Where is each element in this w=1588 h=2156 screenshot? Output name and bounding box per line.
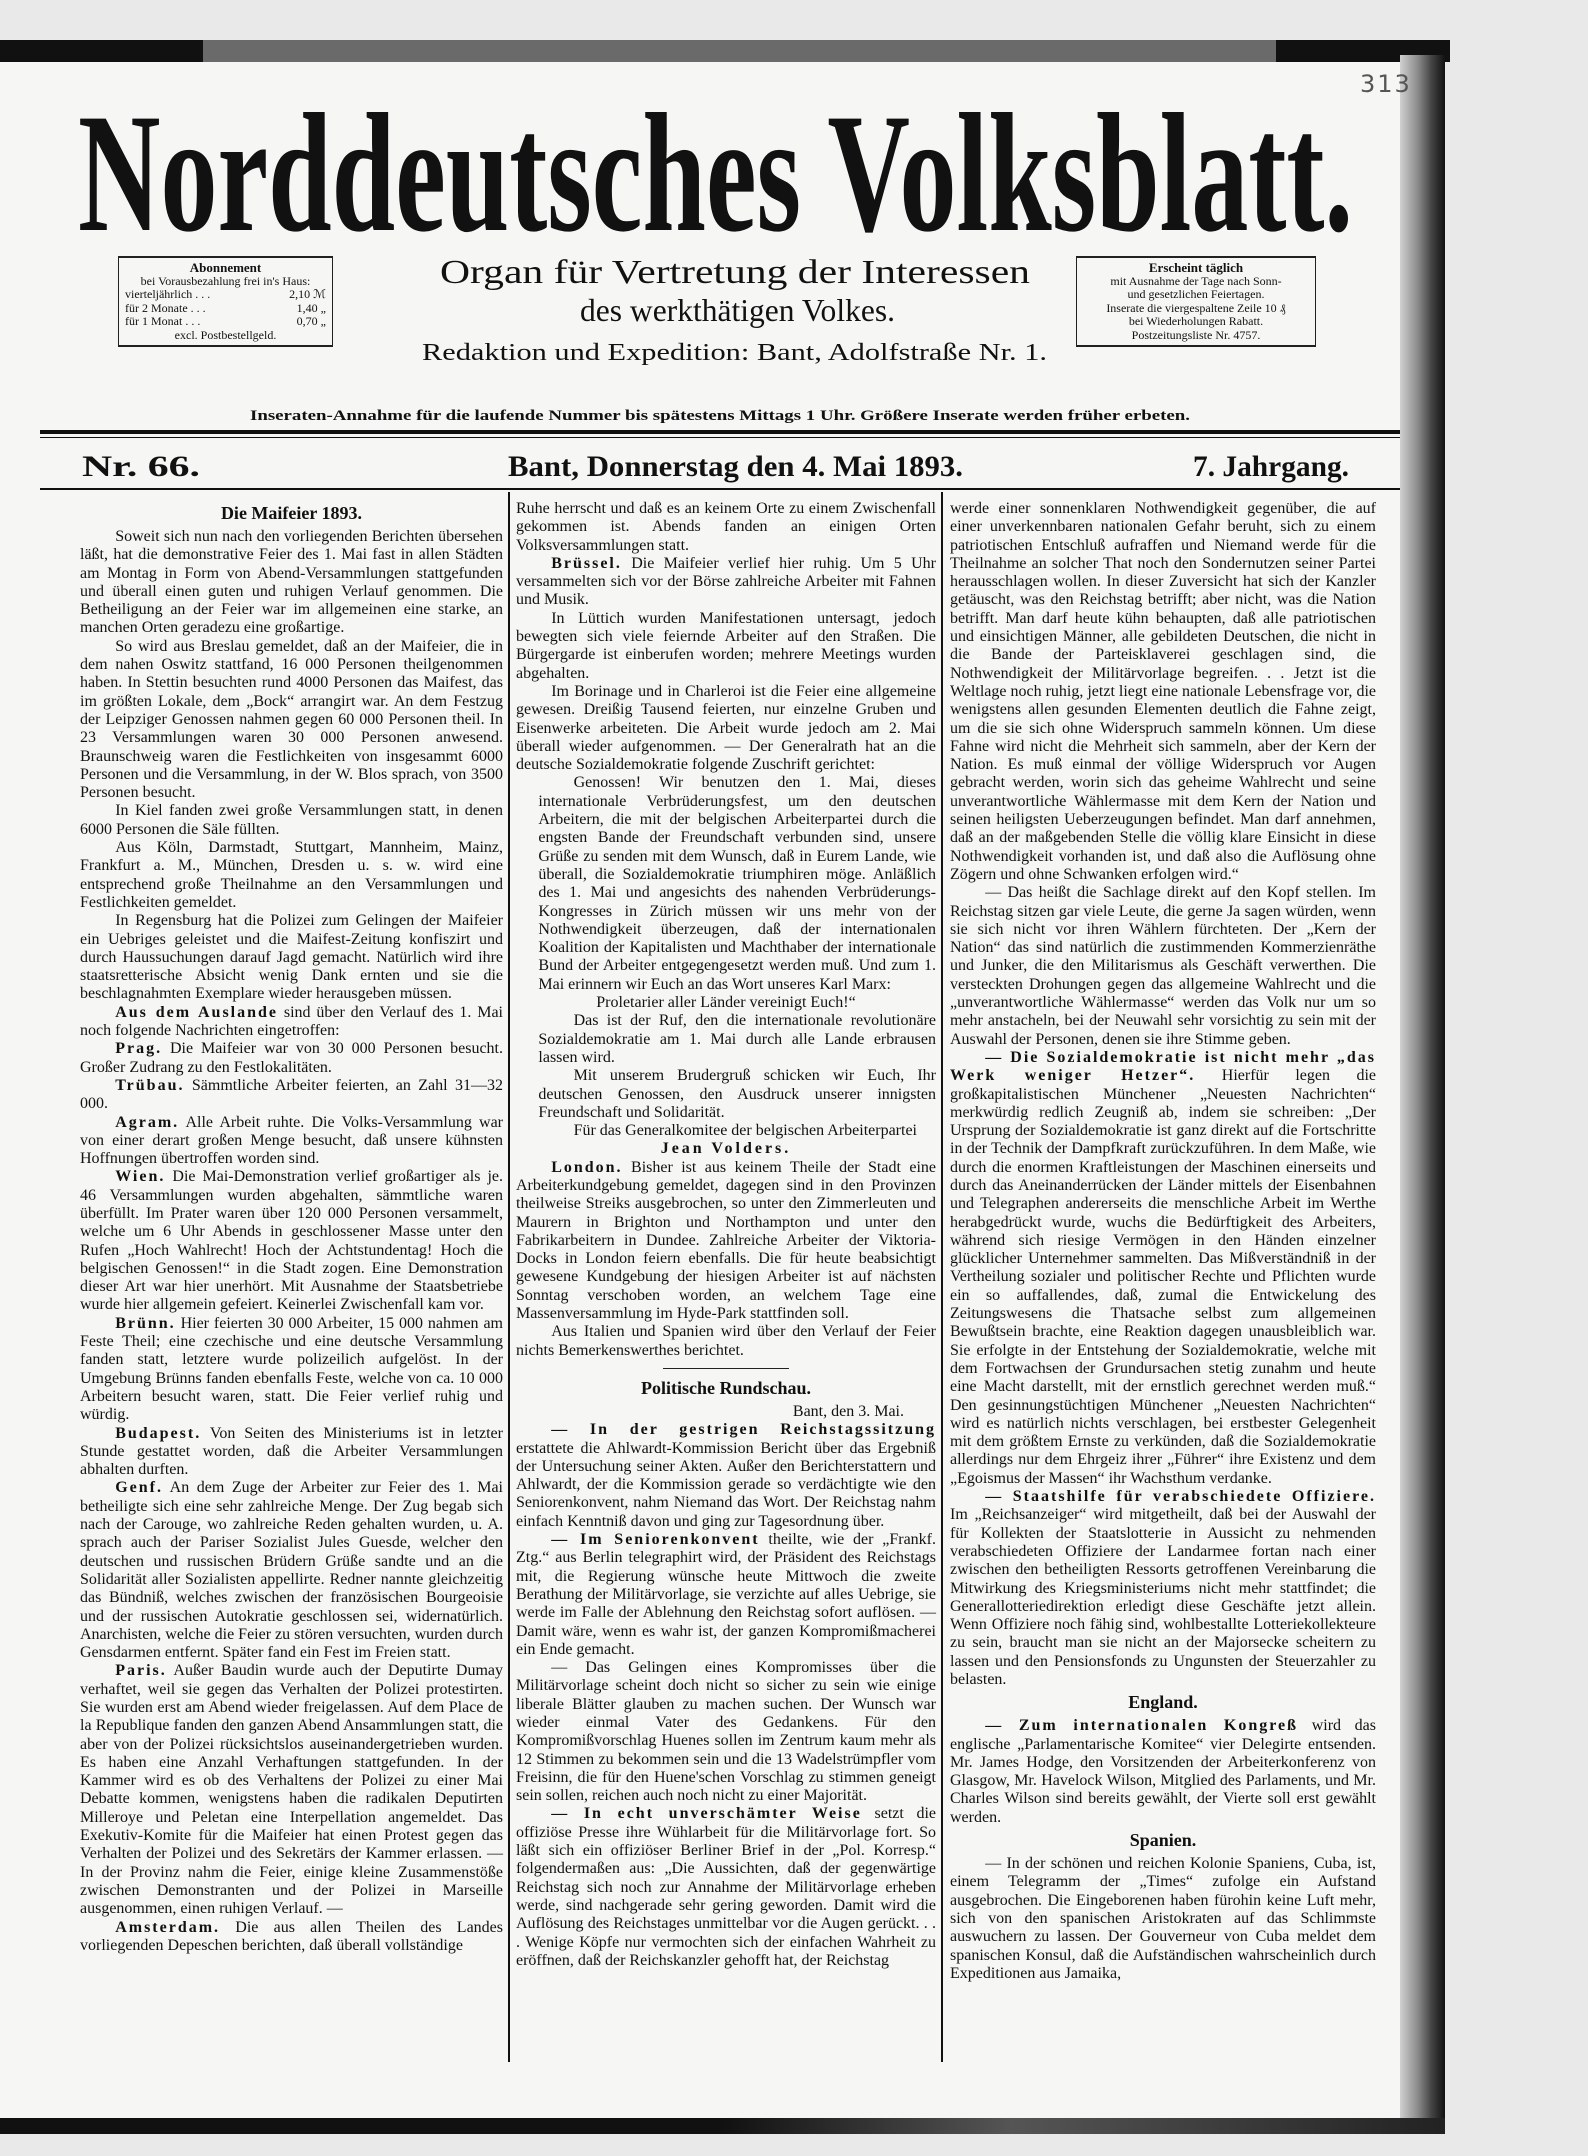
paragraph-lead: London.	[551, 1158, 623, 1176]
article-paragraph	[950, 884, 1376, 1049]
column-divider	[941, 492, 943, 2062]
article-paragraph	[80, 912, 503, 1003]
paragraph-text: Von Seiten des Ministeriums ist in letzter Stunde gestattet worden, daß die Arbeiter Versammlungen abhalten durften.	[80, 1424, 503, 1479]
paragraph-lead: — Staatshilfe für verabschiedete Offiziere.	[985, 1488, 1376, 1506]
paragraph-text: Mit unserem Brudergruß schicken wir Euch, Ihr deutschen Genossen, den Ausdruck unserer innigsten Freundschaft und Solidarität.	[538, 1067, 936, 1121]
masthead-subtitle-2	[580, 292, 895, 330]
paragraph-lead: Paris.	[115, 1662, 167, 1680]
article-paragraph	[80, 638, 503, 803]
column-1	[80, 500, 503, 1955]
paragraph-lead: Budapest.	[115, 1424, 202, 1442]
paragraph-lead: Trübau.	[115, 1076, 185, 1094]
paragraph-text: Soweit sich nun nach den vorliegenden Berichten übersehen läßt, hat die demonstrative Feier des 1. Mai fast in allen Städten am Montag in Form von Abend-Versammlungen stattgefunden und überall einen guten und ruhigen Verlauf genommen. Die Betheiligung an der Feier war im allgemeinen eine starke, an manchen Orten geradezu eine großartige.	[80, 528, 503, 637]
issue-rule	[40, 488, 1400, 490]
paragraph-text: In Kiel fanden zwei große Versammlungen statt, in denen 6000 Personen die Säle füllten.	[80, 802, 503, 838]
column-2	[516, 500, 936, 1970]
quoted-paragraph	[538, 774, 936, 994]
subscription-title: Abonnement	[189, 260, 262, 275]
price-row: vierteljährlich . . . 2,10 ℳ	[125, 287, 326, 301]
section-heading: Politische Rundschau.	[640, 1377, 812, 1398]
issue-number	[82, 448, 202, 484]
paragraph-text: Aus Italien und Spanien wird über den Verlauf der Feier nichts Bemerkenswerthes berichtet.	[516, 1323, 936, 1359]
article-paragraph	[80, 802, 503, 839]
paragraph-text: Die aus allen Theilen des Landes vorliegenden Depeschen berichten, daß überall vollständige	[80, 1918, 503, 1954]
article-paragraph	[516, 1421, 936, 1531]
info-line: Inserate die viergespaltene Zeile 10 ₰	[1106, 300, 1286, 315]
paragraph-lead: — In echt unverschämter Weise	[551, 1805, 862, 1823]
article-paragraph	[516, 555, 936, 610]
quoted-paragraph	[516, 994, 936, 1012]
section-heading: Die Maifeier 1893.	[220, 503, 363, 523]
paragraph-text: — Das heißt die Sachlage direkt auf den Kopf stellen. Im Reichstag sitzen gar viele Leute, die gerne Ja sagen würden, wenn sie sich nicht vor ihren Wählern fürchteten. Der „Kern der Nation“ das sind natürlich die zustimmenden Kommerzienräthe und Junker, die den Militarismus als Geschäft verwerthen. Die versteckten Drohungen gegen das allgemeine Wahlrecht und die „unverantwortliche Wählermasse“ werden das Volk nur um so mehr anstacheln, bei der Neuwahl sehr vorsichtig zu sein mit der Auswahl der Personen, denen sie ihre Stimme geben.	[950, 884, 1376, 1048]
article-paragraph	[516, 1531, 936, 1659]
quoted-paragraph	[538, 1122, 936, 1140]
publication-info-box	[1076, 256, 1316, 347]
subscription-footer: excl. Postbestellgeld.	[174, 327, 277, 342]
paragraph-lead: Prag.	[115, 1040, 163, 1058]
svg-text:7. Jahrgang.: 7. Jahrgang.	[1193, 450, 1349, 483]
article-paragraph	[950, 1049, 1376, 1488]
paragraph-lead: Brünn.	[115, 1314, 176, 1332]
paragraph-text: So wird aus Breslau gemeldet, daß an der Maifeier, die in dem nahen Oswitz stattfand, 16 000 Personen theilgenommen haben. In Stettin besuchten rund 4000 Personen das Maifest, das im größten Lokale, dem „Bock“ arrangirt war. An dem Festzug der Leipziger Genossen nahmen gegen 60 000 Personen theil. In 23 Versammlungen waren 30 000 Personen anwesend. Braunschweig waren die Festlichkeiten von insgesammt 6000 Personen und die Versammlung, in der W. Blos sprach, von 3500 Personen besucht.	[80, 637, 503, 802]
issue-volume	[1193, 448, 1349, 484]
price-row: für 1 Monat . . . 0,70 „	[125, 314, 326, 328]
issue-dateline	[508, 448, 963, 484]
paragraph-lead: Wien.	[115, 1168, 166, 1186]
svg-text:Organ für Vertretung der Inter: Organ für Vertretung der Interessen	[440, 254, 1030, 291]
paragraph-lead: Genf.	[115, 1479, 163, 1497]
paragraph-text: Die Mai-Demonstration verlief großartiger als je. 46 Versammlungen wurden abgehalten, sämmtliche waren überfüllt. Im Prater waren über 120 000 Personen versammelt, welche um 6 Uhr Abends in geschlossener Masse unter den Rufen „Hoch Wahlrecht! Hoch der Achtstundentag! Hoch die belgischen Genossen!“ in die Stadt zogen. Eine Demonstration dieser Art war hier unerhört. Mit Ausnahme der Staatsbetriebe wurde hier allgemein gefeiert. Keinerlei Zwischenfall kam vor.	[80, 1168, 504, 1314]
article-paragraph	[950, 500, 1376, 884]
article-paragraph	[80, 1479, 503, 1662]
svg-text:des werkthätigen Volkes.: des werkthätigen Volkes.	[580, 292, 895, 328]
paragraph-text: Proletarier aller Länder vereinigt Euch!“	[596, 994, 856, 1012]
paragraph-lead: Aus dem Auslande	[115, 1003, 279, 1021]
svg-text:Redaktion und Expedition: Bant: Redaktion und Expedition: Bant, Adolfstraße Nr. 1.	[422, 340, 1047, 366]
paragraph-text: Das ist der Ruf, den die internationale revolutionäre Sozialdemokratie am 1. Mai durch alle Lande erbrausen lassen wird.	[538, 1012, 936, 1066]
paragraph-text: — Das Gelingen eines Kompromisses über die Militärvorlage scheint doch nicht so sicher zu sein wie einige liberale Blätter glauben zu machen suchen. Der Wunsch war wieder einmal Vater des Gedankens. Für den Kompromißvorschlag Huenes sollen im Zentrum kaum mehr als 12 Stimmen zu bekommen sein und die 13 Wadelstrümpfler vom Freisinn, die für den Huene'schen Vorschlag zu stimmen geneigt sein sollen, reichen auch noch nicht zu einer Majorität.	[516, 1659, 936, 1805]
svg-text:Bant, Donnerstag den 4. Mai 18: Bant, Donnerstag den 4. Mai 1893.	[508, 450, 963, 483]
article-paragraph	[80, 1077, 503, 1114]
paragraph-text: Außer Baudin wurde auch der Deputirte Dumay verhaftet, weil sie gegen das Verhalten der Polizei protestirten. Sie wurden erst am Abend wieder freigelassen. Auf dem Place de la Republique fanden den ganzen Abend Ansammlungen statt, die aber von der Polizei rücksichtslos auseinandergetrieben wurden. Es haben eine Anzahl Verhaftungen stattgefunden. In der Kammer wird es ob des Verhaltens der Polizei zu einer Mai Debatte kommen, wenigstens haben die radikalen Deputirten Milleroye und Peletan eine Interpellation angemeldet. Das Exekutiv-Komite für die Maifeier hat einen Protest gegen das Verhalten der Polizei und des Sekretärs der Kammer erlassen. — In der Provinz nahm die Feier, einige kleine Zusammenstöße zwischen Demonstranten und der Polizei in Marseille ausgenommen, einen ruhigen Verlauf. —	[80, 1662, 504, 1918]
paragraph-text: Genossen! Wir benutzen den 1. Mai, dieses internationale Verbrüderungsfest, um den deutschen Arbeitern, die mit der belgischen Arbeiterpartei durch die engsten Bande der Freundschaft verbunden sind, unsere Grüße zu senden mit dem Wunsch, daß in Eurem Lande, wie überall, die Sozialdemokratie triumphiren möge. Anläßlich des 1. Mai und angesichts des nahenden Verbrüderungs-Kongresses in Zürich müssen wir uns mehr von der Nothwendigkeit überzeugen, daß der internationalen Koalition der Kapitalisten und Machthaber der internationale Bund der Arbeiter entgegengesetzt werden muß. Und zum 1. Mai erinnern wir Euch an das Wort unseres Karl Marx:	[538, 774, 936, 993]
paragraph-text: setzt die offiziöse Presse ihre Wühlarbeit für die Militärvorlage fort. So läßt sich ein offiziöser Berliner Brief in der „Pol. Korresp.“ folgendermaßen aus: „Die Aussichten, daß der gegenwärtige Reichstag sich noch zur Annahme der Militärvorlage erheben werde, sind nachgerade sehr gering geworden. Damit wird die Auflösung des Reichstages unmittelbar vor die Augen gerückt. . . . Wenige Köpfe nur vermochten sich der einfachen Wahrheit zu eröffnen, daß der Reichskanzler gehofft hat, der Reichstag	[516, 1805, 936, 1969]
article-paragraph	[950, 1488, 1376, 1689]
info-title: Erscheint täglich	[1148, 260, 1244, 275]
paragraph-text: Hierfür legen die großkapitalistischen Münchener „Neuesten Nachrichten“ merkwürdig redlich Zeugniß ab, indem sie schreiben: „Der Ursprung der Sozialdemokratie ist ganz direkt auf die Fortschritte in der Technik der Dampfkraft zurückzuführen. In dem Maße, wie durch die enormen Kraftleistungen der Maschinen einerseits und durch das Aneinanderrücken der Länder mittels der Eisenbahnen und Telegraphen andererseits die menschliche Arbeit im Werthe herabgedrückt wurde, wuchs die Bedürftigkeit des Arbeiters, während sich riesige Vermögen in den Händen einzelner glücklicher Unternehmer sammelten. Das Mißverständniß in der Vertheilung sozialer und politischer Rechte und Pflichten wurde ein so auffallendes, daß, zumal die Entwickelung des Zeitungswesens die Thatsache selbst zum allgemeinen Bewußtsein brachte, eine Reaktion dagegen unausbleiblich war. Sie erfolgte in der Entstehung der Sozialdemokratie, welche mit dem Fortwachsen der Grundursachen stetig zunahm und heute eine Macht darstellt, mit der ernstlich gerechnet werden muß.“ Den gesinnungstüchtigen Münchener „Neuesten Nachrichten“ wird es natürlich nichts verschlagen, bei erstbester Gelegenheit mit dem größtem Ernste zu verkünden, daß die Sozialdemokratie allerdings nur dem Ehrgeiz ihrer „Führer“ ihre Existenz und dem „Egoismus der Massen“ ihr Wachsthum verdanke.	[950, 1067, 1377, 1487]
paragraph-text: Im „Reichsanzeiger“ wird mitgetheilt, daß bei der Auswahl der für Kollekten der Staatslotterie in Aussicht zu nehmenden verabschiedeten Offiziere der Landarmee fortan nach einer zwischen den betheiligten Ressorts getroffenen Vereinbarung die Mitwirkung des Kriegsministeriums nicht mehr stattfindet; die Generallotteriedirektion erledigt diese Geschäfte jetzt allein. Wenn Offiziere noch fähig sind, wohlbestallte Lotteriekollekteure zu sein, braucht man sie nicht an der Majorsecke scheitern zu lassen und den Pensionsfonds zu Ungunsten der Steuerzahler zu belasten.	[950, 1506, 1376, 1688]
article-paragraph	[80, 1662, 503, 1918]
masthead-thin-rule	[40, 437, 1400, 438]
paragraph-text: Für das Generalkomitee der belgischen Arbeiterpartei	[573, 1122, 917, 1140]
scan-bottom-edge	[0, 2118, 1445, 2134]
column-3	[950, 500, 1376, 1983]
quoted-paragraph	[538, 1012, 936, 1067]
paragraph-lead: — Im Seniorenkonvent	[551, 1531, 760, 1549]
masthead-subtitle-1	[440, 252, 1030, 292]
paragraph-text: Die Maifeier verlief hier ruhig. Um 5 Uhr versammelten sich vor der Börse zahlreiche Arbeiter mit Fahnen und Musik.	[516, 554, 937, 609]
info-line: mit Ausnahme der Tage nach Sonn-	[1110, 273, 1282, 288]
svg-text:Nr. 66.: Nr. 66.	[82, 450, 200, 483]
article-paragraph	[516, 1159, 936, 1324]
subscription-box	[118, 256, 333, 347]
info-line: Postzeitungsliste Nr. 4757.	[1131, 327, 1261, 342]
paragraph-text: Jean Volders.	[660, 1140, 792, 1158]
quoted-paragraph	[538, 1067, 936, 1122]
article-paragraph	[516, 1323, 936, 1360]
paragraph-text: Ruhe herrscht und daß es an keinem Orte zu einem Zwischenfall gekommen ist. Abends fanden an einigen Orten Volksversammlungen statt.	[516, 500, 936, 554]
subscription-note: bei Vorausbezahlung frei in's Haus:	[140, 273, 311, 288]
article-paragraph	[516, 1140, 936, 1158]
article-paragraph	[80, 1425, 503, 1480]
paragraph-text: An dem Zuge der Arbeiter zur Feier des 1. Mai betheiligte sich eine sehr zahlreiche Menge. Der Zug begab sich nach der Carouge, wo zahlreiche Reden gehalten wurden, u. A. sprach auch der Pariser Sozialist Jules Guesde, welcher den deutschen und russischen Brüdern Grüße sandte und an die Solidarität aller Sozialisten appellirte. Redner nannte gleichzeitig das Bündniß, welches zwischen der französischen Bourgeoisie und der russischen Autokratie geschlossen sei, widernatürlich. Anarchisten, welche die Feier zu stören versuchten, wurden durch Gensdarmen entfernt. Später fand ein Fest im Freien statt.	[80, 1479, 503, 1662]
paragraph-text: Bant, den 3. Mai.	[792, 1402, 904, 1420]
article-paragraph	[516, 1403, 936, 1421]
article-paragraph	[80, 1168, 503, 1314]
svg-text:Norddeutsches Volksblatt.: Norddeutsches Volksblatt.	[78, 79, 1353, 250]
paragraph-text: werde einer sonnenklaren Nothwendigkeit gegenüber, die auf einer unverkennbaren nationalen Gefahr beruht, sich zu einem patriotischen Entschluß aufraffen und Niemand werde für die Theilnahme an solcher That noch den Sondernutzen seiner Partei herausschlagen wollen. In dieser Zuversicht hat sich der Kanzler getäuscht, was den Reichstag betrifft; aber nicht, was die Nation betrifft. Man darf heute kühn behaupten, daß alle patriotischen und einsichtigen Männer, alle gebildeten Deutschen, die nicht in die Bande der Parteisklaverei geschlagen sind, die Nothwendigkeit der Militärvorlage begreifen. . . Jetzt ist die Weltlage noch ruhig, jetzt liegt eine nationale Lebensfrage vor, die wenigstens allen gesunden Elementen deutlich die Fahne zeigt, um die sie sich ohne Widerspruch sammeln können. Um diese Fahne wird nicht die Mehrheit sich sammeln, aber der Kern der Nation. Es muß einmal der völlige Widerspruch vor Augen gebracht werden, worin sich das geheime Wahlrecht und seine unverantwortliche Wählermasse mit dem Kern der Nation und seinen heiligsten Ueberzeugungen befindet. Man darf annehmen, daß an der maßgebenden Stelle die völlig klare Einsicht in diese Nothwendigkeit vorhanden ist, und daß also die Auflösung ohne Zögern und ohne Schwanken erfolgen wird.“	[950, 500, 1376, 883]
paragraph-text: Im Borinage und in Charleroi ist die Feier eine allgemeine gewesen. Dreißig Tausend feierten, nur einzelne Gruben und Eisenwerke arbeiteten. Die Arbeit wurde jedoch am 2. Mai überall wieder aufgenommen. — Der Generalrath hat an die deutsche Sozialdemokratie folgende Zuschrift gerichtet:	[516, 682, 936, 774]
paragraph-text: theilte, wie der „Frankf. Ztg.“ aus Berlin telegraphirt wird, der Präsident des Reichstags mit, die Regierung wünsche heute Mittwoch die zweite Berathung der Militärvorlage, sie verzichte auf alles Uebrige, sie werde im Falle der Ablehnung den Reichstag sofort auflösen. — Damit wäre, wenn es wahr ist, der ganzen Kompromißmacherei ein Ende gemacht.	[516, 1531, 936, 1658]
masthead-thick-rule	[40, 430, 1400, 434]
paragraph-lead: Amsterdam.	[115, 1918, 221, 1936]
paragraph-lead: — Die Sozialdemokratie ist nicht mehr „das Werk weniger Hetzer“.	[950, 1048, 1376, 1085]
article-paragraph	[80, 839, 503, 912]
price-row: für 2 Monate . . . 1,40 „	[125, 300, 326, 315]
paragraph-text: — In der schönen und reichen Kolonie Spaniens, Cuba, ist, einem Telegramm der „Times“ zufolge ein Aufstand ausgebrochen. Die Eingeborenen haben fürohin keine Luft mehr, sich von den spanischen Aristokraten auf das Schlimmste auswuchern zu lassen. Der Gouverneur von Cuba meldet dem spanischen Konsul, daß die Aufständischen wahrscheinlich durch Expeditionen aus Jamaika,	[950, 1855, 1376, 1982]
paragraph-text: Alle Arbeit ruhte. Die Volks-Versammlung war von einer derart großen Menge besucht, daß unsere kühnsten Hoffnungen übertroffen worden sind.	[80, 1113, 503, 1168]
article-paragraph	[516, 1805, 936, 1970]
article-paragraph	[516, 500, 936, 555]
article-paragraph	[80, 528, 503, 638]
advertising-notice	[250, 404, 1190, 426]
article-paragraph	[516, 1659, 936, 1805]
article-paragraph	[80, 1315, 503, 1425]
article-paragraph	[516, 610, 936, 683]
article-paragraph	[80, 1004, 503, 1041]
book-binding-edge	[1400, 55, 1445, 2130]
masthead-address	[422, 336, 1047, 368]
paragraph-text: Sämmtliche Arbeiter feierten, an Zahl 31—32 000.	[80, 1076, 504, 1113]
paragraph-lead: Brüssel.	[551, 554, 622, 572]
paragraph-text: Die Maifeier war von 30 000 Personen besucht. Großer Zudrang zu den Festlokalitäten.	[80, 1040, 503, 1076]
paragraph-lead: Agram.	[115, 1113, 180, 1131]
article-paragraph	[80, 1919, 503, 1956]
section-heading: England.	[1128, 1692, 1198, 1713]
section-divider	[663, 1368, 789, 1369]
paragraph-text: Aus Köln, Darmstadt, Stuttgart, Mannheim, Mainz, Frankfurt a. M., München, Dresden u. s. w. wird eine entsprechend große Theilnahme an den Versammlungen und Festlichkeiten gemeldet.	[80, 839, 503, 911]
article-paragraph	[80, 1114, 503, 1169]
paragraph-text: wird das englische „Parlamentarische Komitee“ vier Delegirte entsenden. Mr. James Hodge, den Vorsitzenden der Arbeiterkonferenz von Glasgow, Mr. Havelock Wilson, Mitglied des Parlaments, und Mr. Charles Wilson sind bereits gewählt, der Vierte soll erst gewählt werden.	[950, 1717, 1376, 1826]
paragraph-text: erstattete die Ahlwardt-Kommission Bericht über das Ergebniß der Untersuchung seiner Akten. Außer den Berichterstattern und Ahlwardt, der die Kommission gerade so verdächtigte wie den Seniorenkonvent, nahm Niemand das Wort. Der Reichstag nahm einfach Kenntniß davon und ging zur Tagesordnung über.	[516, 1439, 936, 1530]
paragraph-text: sind über den Verlauf des 1. Mai noch folgende Nachrichten eingetroffen:	[80, 1003, 503, 1040]
info-line: und gesetzlichen Feiertagen.	[1127, 287, 1265, 301]
scan-top-edge	[0, 40, 1450, 62]
article-paragraph	[516, 683, 936, 774]
paragraph-text: Bisher ist aus keinem Theile der Stadt eine Arbeiterkundgebung gemeldet, dagegen sind in den Provinzen theilweise Streiks ausgebrochen, so unter den Zimmerleuten und Maurern in Brighton und Northampton und unter den Fabrikarbeitern in Dundee. Zahlreiche Arbeiter der Viktoria-Docks in London feiern ebenfalls. Die für heute beabsichtigt gewesene Kundgebung der hiesigen Arbeiter ist auf nächsten Sonntag verschoben worden, an welchem Tage eine Massenversammlung im Hyde-Park stattfinden soll.	[516, 1158, 937, 1323]
masthead-title	[78, 70, 1358, 250]
page-number: 313	[1360, 70, 1412, 98]
section-heading: Spanien.	[1129, 1830, 1197, 1851]
paragraph-text: Hier feierten 30 000 Arbeiter, 15 000 nahmen am Feste Theil; eine czechische und eine deutsche Versammlung fanden statt, letztere wurde polizeilich aufgelöst. In der Umgebung Brünns fanden ebenfalls Feste, welche von ca. 10 000 Arbeitern besucht waren, statt. Die Feier verlief ruhig und würdig.	[80, 1314, 504, 1424]
column-divider	[508, 492, 510, 2062]
article-paragraph	[950, 1717, 1376, 1827]
paragraph-text: In Lüttich wurden Manifestationen untersagt, jedoch bewegten sich viele feiernde Arbeiter auf den Straßen. Die Bürgergarde ist einberufen worden; mehrere Meetings wurden abgehalten.	[516, 609, 936, 682]
paragraph-text: In Regensburg hat die Polizei zum Gelingen der Maifeier ein Uebriges geleistet und die Maifest-Zeitung konfiszirt und durch Haussuchungen darauf Jagd gemacht. Natürlich wird ihre staatsretterische Absicht wenig Dank ernten und sie die beschlagnahmten Exemplare wieder herausgeben müssen.	[80, 912, 503, 1003]
svg-text:Inseraten-Annahme für die lauf: Inseraten-Annahme für die laufende Nummer bis spätestens Mittags 1 Uhr. Größere Inserate werden früher erbeten.	[250, 408, 1190, 424]
article-paragraph	[950, 1855, 1376, 1983]
paragraph-lead: — In der gestrigen Reichstagssitzung	[551, 1421, 936, 1439]
info-line: bei Wiederholungen Rabatt.	[1128, 314, 1264, 328]
article-paragraph	[80, 1040, 503, 1077]
paragraph-lead: — Zum internationalen Kongreß	[985, 1717, 1299, 1735]
